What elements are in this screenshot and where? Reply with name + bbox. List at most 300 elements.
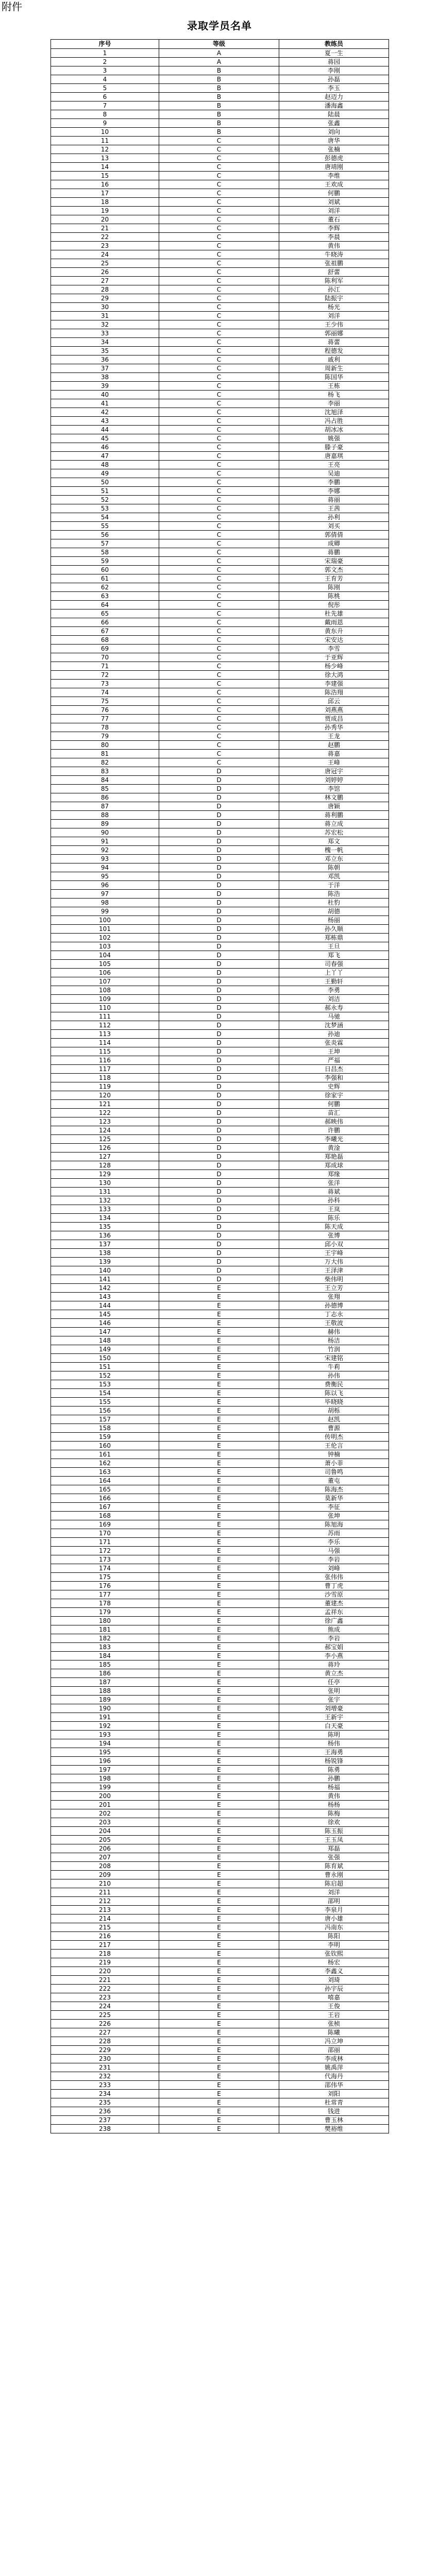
row-coach: 钟楠 xyxy=(279,1450,389,1459)
table-row xyxy=(51,1748,389,1757)
table-row xyxy=(51,1004,389,1012)
row-grade: D xyxy=(159,811,279,820)
row-grade: B xyxy=(159,119,279,128)
table-row xyxy=(51,653,389,662)
row-grade: C xyxy=(159,504,279,513)
row-coach: 邵伟华 xyxy=(279,2081,389,2090)
table-row xyxy=(51,1170,389,1179)
row-coach: 杨飞 xyxy=(279,391,389,399)
row-index: 101 xyxy=(51,925,159,934)
row-coach: 唐颖 xyxy=(279,802,389,811)
row-coach: 李勇 xyxy=(279,986,389,995)
row-index: 40 xyxy=(51,391,159,399)
row-index: 202 xyxy=(51,1809,159,1818)
row-index: 238 xyxy=(51,2125,159,2133)
row-index: 171 xyxy=(51,1538,159,1547)
row-coach: 李鹏 xyxy=(279,478,389,487)
row-coach: 孙秀华 xyxy=(279,723,389,732)
row-index: 172 xyxy=(51,1547,159,1555)
table-row xyxy=(51,1477,389,1485)
table-row xyxy=(51,1993,389,2002)
row-grade: C xyxy=(159,154,279,163)
row-index: 204 xyxy=(51,1827,159,1836)
table-row xyxy=(51,1126,389,1135)
table-row xyxy=(51,1100,389,1109)
row-index: 212 xyxy=(51,1897,159,1906)
table-row xyxy=(51,1415,389,1424)
row-index: 64 xyxy=(51,601,159,609)
row-index: 115 xyxy=(51,1047,159,1056)
row-grade: E xyxy=(159,1731,279,1739)
table-row xyxy=(51,2098,389,2107)
row-grade: E xyxy=(159,1555,279,1564)
row-grade: C xyxy=(159,329,279,338)
table-row xyxy=(51,671,389,680)
row-coach: 樊裕维 xyxy=(279,2125,389,2133)
row-coach: 李曦光 xyxy=(279,1135,389,1144)
row-grade: B xyxy=(159,128,279,137)
row-index: 41 xyxy=(51,399,159,408)
row-index: 18 xyxy=(51,198,159,207)
table-row xyxy=(51,1512,389,1520)
row-coach: 孙宇辰 xyxy=(279,1985,389,1993)
row-coach: 蒋鹏 xyxy=(279,548,389,557)
row-index: 65 xyxy=(51,609,159,618)
table-row xyxy=(51,101,389,110)
row-index: 83 xyxy=(51,767,159,776)
table-row xyxy=(51,802,389,811)
row-grade: E xyxy=(159,1748,279,1757)
row-coach: 沈梦涵 xyxy=(279,1021,389,1030)
row-grade: E xyxy=(159,1704,279,1713)
row-index: 167 xyxy=(51,1503,159,1512)
row-index: 149 xyxy=(51,1345,159,1354)
row-coach: 程德发 xyxy=(279,347,389,355)
row-grade: D xyxy=(159,1275,279,1284)
row-grade: D xyxy=(159,1223,279,1231)
row-coach: 张桢 xyxy=(279,2020,389,2028)
table-row xyxy=(51,1871,389,1879)
row-grade: E xyxy=(159,1380,279,1389)
table-row xyxy=(51,1468,389,1477)
table-row xyxy=(51,811,389,820)
row-grade: E xyxy=(159,1564,279,1573)
row-coach: 邓立东 xyxy=(279,855,389,863)
row-grade: E xyxy=(159,2116,279,2125)
row-grade: C xyxy=(159,163,279,172)
row-coach: 郑栋鼎 xyxy=(279,934,389,942)
row-index: 164 xyxy=(51,1477,159,1485)
row-grade: C xyxy=(159,347,279,355)
row-grade: E xyxy=(159,1301,279,1310)
row-grade: C xyxy=(159,417,279,426)
row-coach: 李征 xyxy=(279,1503,389,1512)
row-grade: C xyxy=(159,259,279,268)
row-index: 17 xyxy=(51,189,159,198)
row-grade: E xyxy=(159,1538,279,1547)
row-grade: E xyxy=(159,1389,279,1398)
row-index: 57 xyxy=(51,539,159,548)
row-coach: 郭丽娜 xyxy=(279,329,389,338)
row-grade: E xyxy=(159,1669,279,1678)
row-coach: 李建强 xyxy=(279,680,389,688)
row-coach: 冯南东 xyxy=(279,1923,389,1932)
row-coach: 许鹏 xyxy=(279,1126,389,1135)
row-index: 60 xyxy=(51,566,159,574)
row-coach: 蒋立成 xyxy=(279,820,389,828)
row-index: 124 xyxy=(51,1126,159,1135)
row-grade: C xyxy=(159,566,279,574)
row-coach: 陈乐 xyxy=(279,1214,389,1223)
row-coach: 孙久顺 xyxy=(279,925,389,934)
row-grade: E xyxy=(159,1906,279,1914)
row-index: 151 xyxy=(51,1363,159,1371)
table-row xyxy=(51,732,389,741)
table-row xyxy=(51,2081,389,2090)
row-index: 168 xyxy=(51,1512,159,1520)
row-coach: 毕晓晓 xyxy=(279,1398,389,1406)
row-grade: E xyxy=(159,1406,279,1415)
row-index: 33 xyxy=(51,329,159,338)
row-index: 43 xyxy=(51,417,159,426)
row-grade: E xyxy=(159,1450,279,1459)
row-index: 236 xyxy=(51,2107,159,2116)
table-row xyxy=(51,881,389,890)
row-index: 157 xyxy=(51,1415,159,1424)
row-index: 92 xyxy=(51,846,159,855)
table-row xyxy=(51,636,389,645)
row-index: 29 xyxy=(51,294,159,303)
table-row xyxy=(51,1424,389,1433)
row-grade: D xyxy=(159,1100,279,1109)
row-grade: C xyxy=(159,461,279,469)
row-coach: 郑飞 xyxy=(279,951,389,960)
table-row xyxy=(51,2116,389,2125)
row-coach: 杨洁 xyxy=(279,1336,389,1345)
row-index: 140 xyxy=(51,1266,159,1275)
table-row xyxy=(51,1258,389,1266)
row-coach: 邱小双 xyxy=(279,1240,389,1249)
row-coach: 李晨 xyxy=(279,233,389,242)
table-row xyxy=(51,785,389,793)
row-coach: 白天豪 xyxy=(279,1722,389,1731)
row-grade: E xyxy=(159,2098,279,2107)
table-row xyxy=(51,1809,389,1818)
row-coach: 彭德虎 xyxy=(279,154,389,163)
row-coach: 于洋 xyxy=(279,881,389,890)
row-coach: 张明 xyxy=(279,1687,389,1696)
row-grade: E xyxy=(159,1766,279,1774)
row-coach: 郑成球 xyxy=(279,1161,389,1170)
row-index: 30 xyxy=(51,303,159,312)
row-coach: 黄伟 xyxy=(279,242,389,250)
row-coach: 王玉凤 xyxy=(279,1836,389,1844)
row-index: 20 xyxy=(51,215,159,224)
row-grade: E xyxy=(159,1941,279,1950)
table-row xyxy=(51,767,389,776)
table-row xyxy=(51,1914,389,1923)
row-coach: 丁志永 xyxy=(279,1310,389,1319)
row-coach: 王岚 xyxy=(279,1205,389,1214)
table-row xyxy=(51,277,389,285)
annex-label: 附件 xyxy=(2,1,22,13)
table-row xyxy=(51,2107,389,2116)
row-index: 4 xyxy=(51,75,159,84)
row-grade: E xyxy=(159,1792,279,1801)
row-grade: E xyxy=(159,1757,279,1766)
row-grade: E xyxy=(159,1354,279,1363)
table-row xyxy=(51,1547,389,1555)
row-grade: E xyxy=(159,1503,279,1512)
page-title: 录取学员名单 xyxy=(187,20,252,32)
row-coach: 邓凯 xyxy=(279,872,389,881)
row-coach: 陈浩翔 xyxy=(279,688,389,697)
row-coach: 赵迈力 xyxy=(279,93,389,101)
row-coach: 李明 xyxy=(279,1941,389,1950)
row-coach: 刘向 xyxy=(279,128,389,137)
row-coach: 宋瑞豪 xyxy=(279,557,389,566)
row-grade: C xyxy=(159,373,279,382)
table-row xyxy=(51,417,389,426)
row-grade: E xyxy=(159,1424,279,1433)
row-coach: 陈梅 xyxy=(279,1809,389,1818)
row-coach: 徐大鸿 xyxy=(279,671,389,680)
row-coach: 杨杨 xyxy=(279,1801,389,1809)
row-grade: C xyxy=(159,180,279,189)
row-coach: 费衡民 xyxy=(279,1380,389,1389)
row-grade: C xyxy=(159,653,279,662)
row-grade: E xyxy=(159,1897,279,1906)
row-coach: 胡德 xyxy=(279,907,389,916)
row-coach: 舒蕾 xyxy=(279,268,389,277)
row-index: 181 xyxy=(51,1625,159,1634)
row-coach: 吴迪 xyxy=(279,469,389,478)
row-coach: 李成林 xyxy=(279,2055,389,2063)
row-grade: B xyxy=(159,75,279,84)
row-coach: 杨福 xyxy=(279,1783,389,1792)
table-row xyxy=(51,1266,389,1275)
row-coach: 张博 xyxy=(279,1231,389,1240)
row-coach: 陆振宇 xyxy=(279,294,389,303)
row-index: 137 xyxy=(51,1240,159,1249)
row-index: 156 xyxy=(51,1406,159,1415)
table-row xyxy=(51,382,389,391)
row-grade: C xyxy=(159,399,279,408)
row-coach: 传明杰 xyxy=(279,1433,389,1442)
row-grade: C xyxy=(159,382,279,391)
table-row xyxy=(51,1188,389,1196)
row-index: 100 xyxy=(51,916,159,925)
row-grade: E xyxy=(159,1687,279,1696)
row-coach: 刘洋 xyxy=(279,312,389,320)
row-index: 53 xyxy=(51,504,159,513)
row-grade: D xyxy=(159,1205,279,1214)
table-row xyxy=(51,347,389,355)
row-coach: 陈以飞 xyxy=(279,1389,389,1398)
table-row xyxy=(51,776,389,785)
row-index: 97 xyxy=(51,890,159,899)
row-index: 107 xyxy=(51,977,159,986)
row-index: 132 xyxy=(51,1196,159,1205)
row-index: 160 xyxy=(51,1442,159,1450)
row-index: 94 xyxy=(51,863,159,872)
table-row xyxy=(51,1442,389,1450)
row-coach: 赵鹏 xyxy=(279,741,389,750)
table-row xyxy=(51,2028,389,2037)
row-grade: D xyxy=(159,1179,279,1188)
table-row xyxy=(51,329,389,338)
row-grade: D xyxy=(159,942,279,951)
row-coach: 王亮 xyxy=(279,461,389,469)
row-grade: D xyxy=(159,1258,279,1266)
row-coach: 李玉 xyxy=(279,84,389,93)
row-grade: E xyxy=(159,1660,279,1669)
row-grade: E xyxy=(159,1634,279,1643)
row-index: 19 xyxy=(51,207,159,215)
row-coach: 周新生 xyxy=(279,364,389,373)
row-coach: 李娜 xyxy=(279,487,389,496)
row-coach: 贾成昌 xyxy=(279,715,389,723)
row-coach: 姚禹萍 xyxy=(279,2063,389,2072)
table-row xyxy=(51,1223,389,1231)
table-row xyxy=(51,1240,389,1249)
row-coach: 张伟伟 xyxy=(279,1573,389,1582)
row-grade: A xyxy=(159,58,279,66)
row-coach: 日昌杰 xyxy=(279,1065,389,1074)
table-row xyxy=(51,557,389,566)
table-row xyxy=(51,942,389,951)
row-index: 122 xyxy=(51,1109,159,1117)
row-index: 218 xyxy=(51,1950,159,1958)
table-row xyxy=(51,1897,389,1906)
row-coach: 刘琦 xyxy=(279,1976,389,1985)
row-coach: 李岩 xyxy=(279,1634,389,1643)
row-grade: D xyxy=(159,1109,279,1117)
row-coach: 陈勇 xyxy=(279,1766,389,1774)
row-index: 161 xyxy=(51,1450,159,1459)
table-row xyxy=(51,1039,389,1047)
row-grade: E xyxy=(159,1844,279,1853)
table-row xyxy=(51,434,389,443)
row-grade: E xyxy=(159,1914,279,1923)
row-index: 74 xyxy=(51,688,159,697)
row-index: 177 xyxy=(51,1590,159,1599)
row-index: 61 xyxy=(51,574,159,583)
table-row xyxy=(51,1196,389,1205)
table-row xyxy=(51,1284,389,1293)
row-grade: E xyxy=(159,1950,279,1958)
table-row xyxy=(51,1582,389,1590)
row-index: 217 xyxy=(51,1941,159,1950)
row-coach: 刘阳 xyxy=(279,2090,389,2098)
row-coach: 牛莉 xyxy=(279,1363,389,1371)
table-row xyxy=(51,969,389,977)
row-index: 183 xyxy=(51,1643,159,1652)
row-index: 205 xyxy=(51,1836,159,1844)
row-coach: 杨宏 xyxy=(279,1958,389,1967)
row-index: 15 xyxy=(51,172,159,180)
row-coach: 孙迪 xyxy=(279,1030,389,1039)
row-coach: 王立芳 xyxy=(279,1284,389,1293)
table-row xyxy=(51,1976,389,1985)
row-coach: 苏雨 xyxy=(279,1529,389,1538)
row-coach: 张炎霖 xyxy=(279,1039,389,1047)
row-coach: 邵丽 xyxy=(279,2046,389,2055)
row-grade: E xyxy=(159,1477,279,1485)
row-coach: 李强和 xyxy=(279,1074,389,1082)
row-grade: E xyxy=(159,1932,279,1941)
table-row xyxy=(51,1450,389,1459)
row-coach: 孙科 xyxy=(279,1196,389,1205)
row-index: 84 xyxy=(51,776,159,785)
row-grade: C xyxy=(159,750,279,758)
row-coach: 戚利 xyxy=(279,355,389,364)
row-grade: E xyxy=(159,1625,279,1634)
row-index: 96 xyxy=(51,881,159,890)
row-grade: D xyxy=(159,1240,279,1249)
table-row xyxy=(51,1783,389,1792)
row-index: 187 xyxy=(51,1678,159,1687)
row-index: 225 xyxy=(51,2011,159,2020)
row-grade: E xyxy=(159,1985,279,1993)
row-index: 82 xyxy=(51,758,159,767)
table-row xyxy=(51,426,389,434)
row-grade: E xyxy=(159,2090,279,2098)
row-index: 36 xyxy=(51,355,159,364)
row-coach: 曹玉林 xyxy=(279,2116,389,2125)
row-index: 199 xyxy=(51,1783,159,1792)
table-row xyxy=(51,1844,389,1853)
row-coach: 万大伟 xyxy=(279,1258,389,1266)
row-grade: C xyxy=(159,574,279,583)
row-index: 193 xyxy=(51,1731,159,1739)
table-row xyxy=(51,2090,389,2098)
row-grade: D xyxy=(159,828,279,837)
row-grade: C xyxy=(159,355,279,364)
row-grade: C xyxy=(159,452,279,461)
table-row xyxy=(51,1389,389,1398)
row-grade: B xyxy=(159,84,279,93)
row-grade: E xyxy=(159,1415,279,1424)
row-index: 10 xyxy=(51,128,159,137)
row-index: 118 xyxy=(51,1074,159,1082)
row-coach: 苗汇 xyxy=(279,1109,389,1117)
row-index: 59 xyxy=(51,557,159,566)
table-row xyxy=(51,925,389,934)
row-coach: 滕子豪 xyxy=(279,443,389,452)
row-index: 201 xyxy=(51,1801,159,1809)
table-row xyxy=(51,1617,389,1625)
row-coach: 杜豹 xyxy=(279,899,389,907)
header-grade: 等级 xyxy=(159,40,279,49)
row-coach: 刘增豪 xyxy=(279,1704,389,1713)
row-grade: E xyxy=(159,1774,279,1783)
row-index: 121 xyxy=(51,1100,159,1109)
row-index: 39 xyxy=(51,382,159,391)
row-grade: C xyxy=(159,645,279,653)
row-grade: E xyxy=(159,1363,279,1371)
table-row xyxy=(51,1836,389,1844)
row-coach: 刘洁 xyxy=(279,995,389,1004)
row-index: 231 xyxy=(51,2063,159,2072)
row-grade: C xyxy=(159,662,279,671)
row-coach: 陈育斌 xyxy=(279,1862,389,1871)
row-coach: 陈曦 xyxy=(279,2028,389,2037)
row-grade: C xyxy=(159,469,279,478)
row-coach: 宋建铭 xyxy=(279,1354,389,1363)
row-coach: 上丫丫 xyxy=(279,969,389,977)
row-index: 226 xyxy=(51,2020,159,2028)
